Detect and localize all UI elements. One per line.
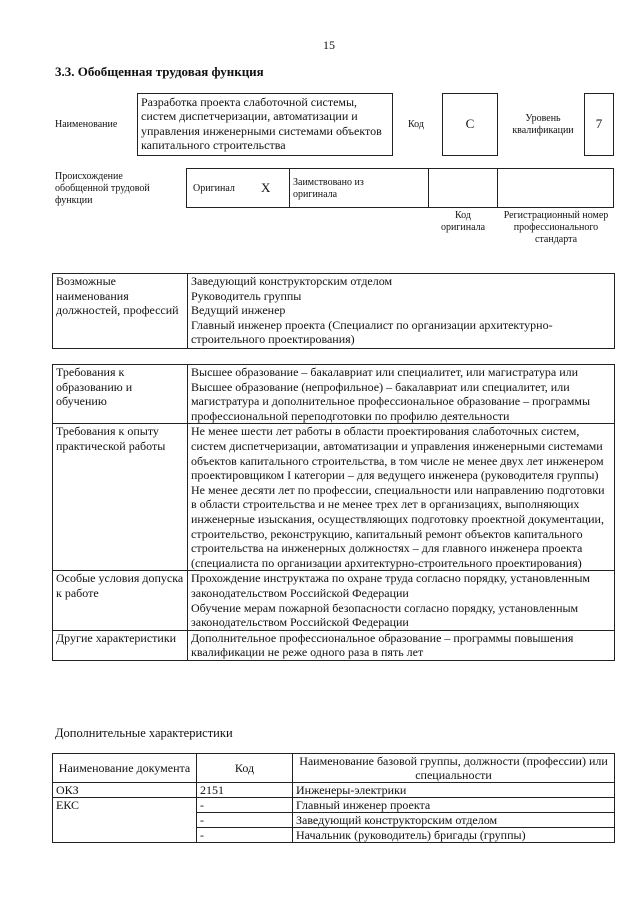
- row-group: Главный инженер проекта: [293, 798, 615, 813]
- origin-reg-caption: Регистрационный номер профессионального стандарта: [503, 210, 609, 245]
- page-number: 15: [323, 38, 335, 52]
- origin-original-box: [186, 168, 290, 208]
- additional-header-row: [53, 754, 615, 783]
- additional-table: [52, 753, 615, 843]
- positions-list: [188, 274, 615, 349]
- origin-code-box: [428, 168, 498, 208]
- requirement-row-education: [53, 365, 615, 424]
- requirement-content: [188, 571, 615, 630]
- table-row: [53, 798, 615, 813]
- position-item: Ведущий инженер: [191, 303, 286, 318]
- header-group: Наименование базовой группы, должности (профессии) или специальности: [293, 754, 615, 783]
- origin-original-label: Оригинал: [193, 183, 235, 194]
- requirement-content: [188, 424, 615, 571]
- requirement-line: Дополнительное профессиональное образование – программы повышения квалификации не реже одного раза в пять лет: [191, 630, 574, 660]
- row-document: ЕКС: [53, 798, 197, 843]
- requirement-row-experience: [53, 424, 615, 571]
- position-item: Главный инженер проекта (Специалист по организации архитектурно-строительного проектирования): [191, 317, 553, 347]
- requirement-content: [188, 630, 615, 660]
- requirement-label: Требования к образованию и обучению: [53, 365, 188, 424]
- row-group: Инженеры-электрики: [293, 783, 615, 798]
- level-label: Уровень квалификации: [512, 113, 574, 136]
- row-code: 2151: [197, 783, 293, 798]
- requirements-table: [52, 364, 615, 661]
- row-document: ОКЗ: [53, 783, 197, 798]
- requirement-line: Не менее шести лет работы в области проектирования слаботочных систем, систем диспетчеризации, автоматизации и управления инженерными системами объектов капитального строительства, в том числе не менее двух лет инженером проектировщиком I категории – для ведущего инженера (руководителя группы): [191, 424, 604, 483]
- row-code: -: [197, 813, 293, 828]
- origin-borrowed-label: Заимствовано из оригинала: [293, 177, 364, 200]
- row-group: Начальник (руководитель) бригады (группы): [293, 828, 615, 843]
- header-code: Код: [197, 754, 293, 783]
- row-code: -: [197, 798, 293, 813]
- table-row: [53, 783, 615, 798]
- function-name-box: [137, 93, 393, 156]
- requirement-row-access: [53, 571, 615, 630]
- origin-label: Происхождение обобщенной трудовой функции: [55, 171, 150, 206]
- row-group: Заведующий конструкторским отделом: [293, 813, 615, 828]
- origin-borrowed-box: [289, 168, 429, 208]
- origin-original-mark: X: [261, 180, 271, 195]
- code-value: C: [465, 116, 475, 131]
- level-value: 7: [595, 116, 603, 131]
- positions-label: Возможные наименования должностей, профессий: [53, 274, 188, 349]
- section-title: 3.3. Обобщенная трудовая функция: [55, 64, 264, 79]
- row-code: -: [197, 828, 293, 843]
- requirement-row-other: [53, 630, 615, 660]
- requirement-line: Не менее десяти лет по профессии, специальности или направлению подготовки в области строительства и не менее трех лет в организациях, выполняющих инженерные изыскания, осуществляющих подготовку проектной документации, строительство, реконструкцию, капитальный ремонт объектов капитального строительства на инженерных должностях – для главного инженера проекта (специалиста по организации архитектурно-строительного проектирования): [191, 482, 605, 570]
- code-label: Код: [408, 119, 424, 130]
- requirement-line: Прохождение инструктажа по охране труда согласно порядку, установленным законодательством Российской Федерации: [191, 571, 591, 600]
- requirement-line: Обучение мерам пожарной безопасности согласно порядку, установленным законодательством Российской Федерации: [191, 600, 579, 630]
- requirement-content: [188, 365, 615, 424]
- level-box: [584, 93, 614, 156]
- positions-table: [52, 273, 615, 349]
- header-document: Наименование документа: [53, 754, 197, 783]
- origin-reg-box: [497, 168, 614, 208]
- position-item: Руководитель группы: [191, 288, 302, 303]
- requirement-line: Высшее образование – бакалавриат или специалитет, или магистратура или: [191, 365, 579, 379]
- function-name-value: Разработка проекта слаботочной системы, систем диспетчеризации, автоматизации и управления инженерными системами объектов капитального строительства: [141, 95, 382, 153]
- requirement-label: Особые условия допуска к работе: [53, 571, 188, 630]
- name-label: Наименование: [55, 119, 118, 130]
- additional-title: Дополнительные характеристики: [55, 726, 233, 740]
- requirement-label: Требования к опыту практической работы: [53, 424, 188, 571]
- code-box: [442, 93, 498, 156]
- origin-code-caption: Код оригинала: [440, 210, 486, 233]
- requirement-line: Высшее образование (непрофильное) – бакалавриат или специалитет, или магистратура и дополнительное профессиональное образование – программы профессиональной переподготовки по профилю деятельности: [191, 379, 591, 423]
- requirement-label: Другие характеристики: [53, 630, 188, 660]
- position-item: Заведующий конструкторским отделом: [191, 274, 393, 288]
